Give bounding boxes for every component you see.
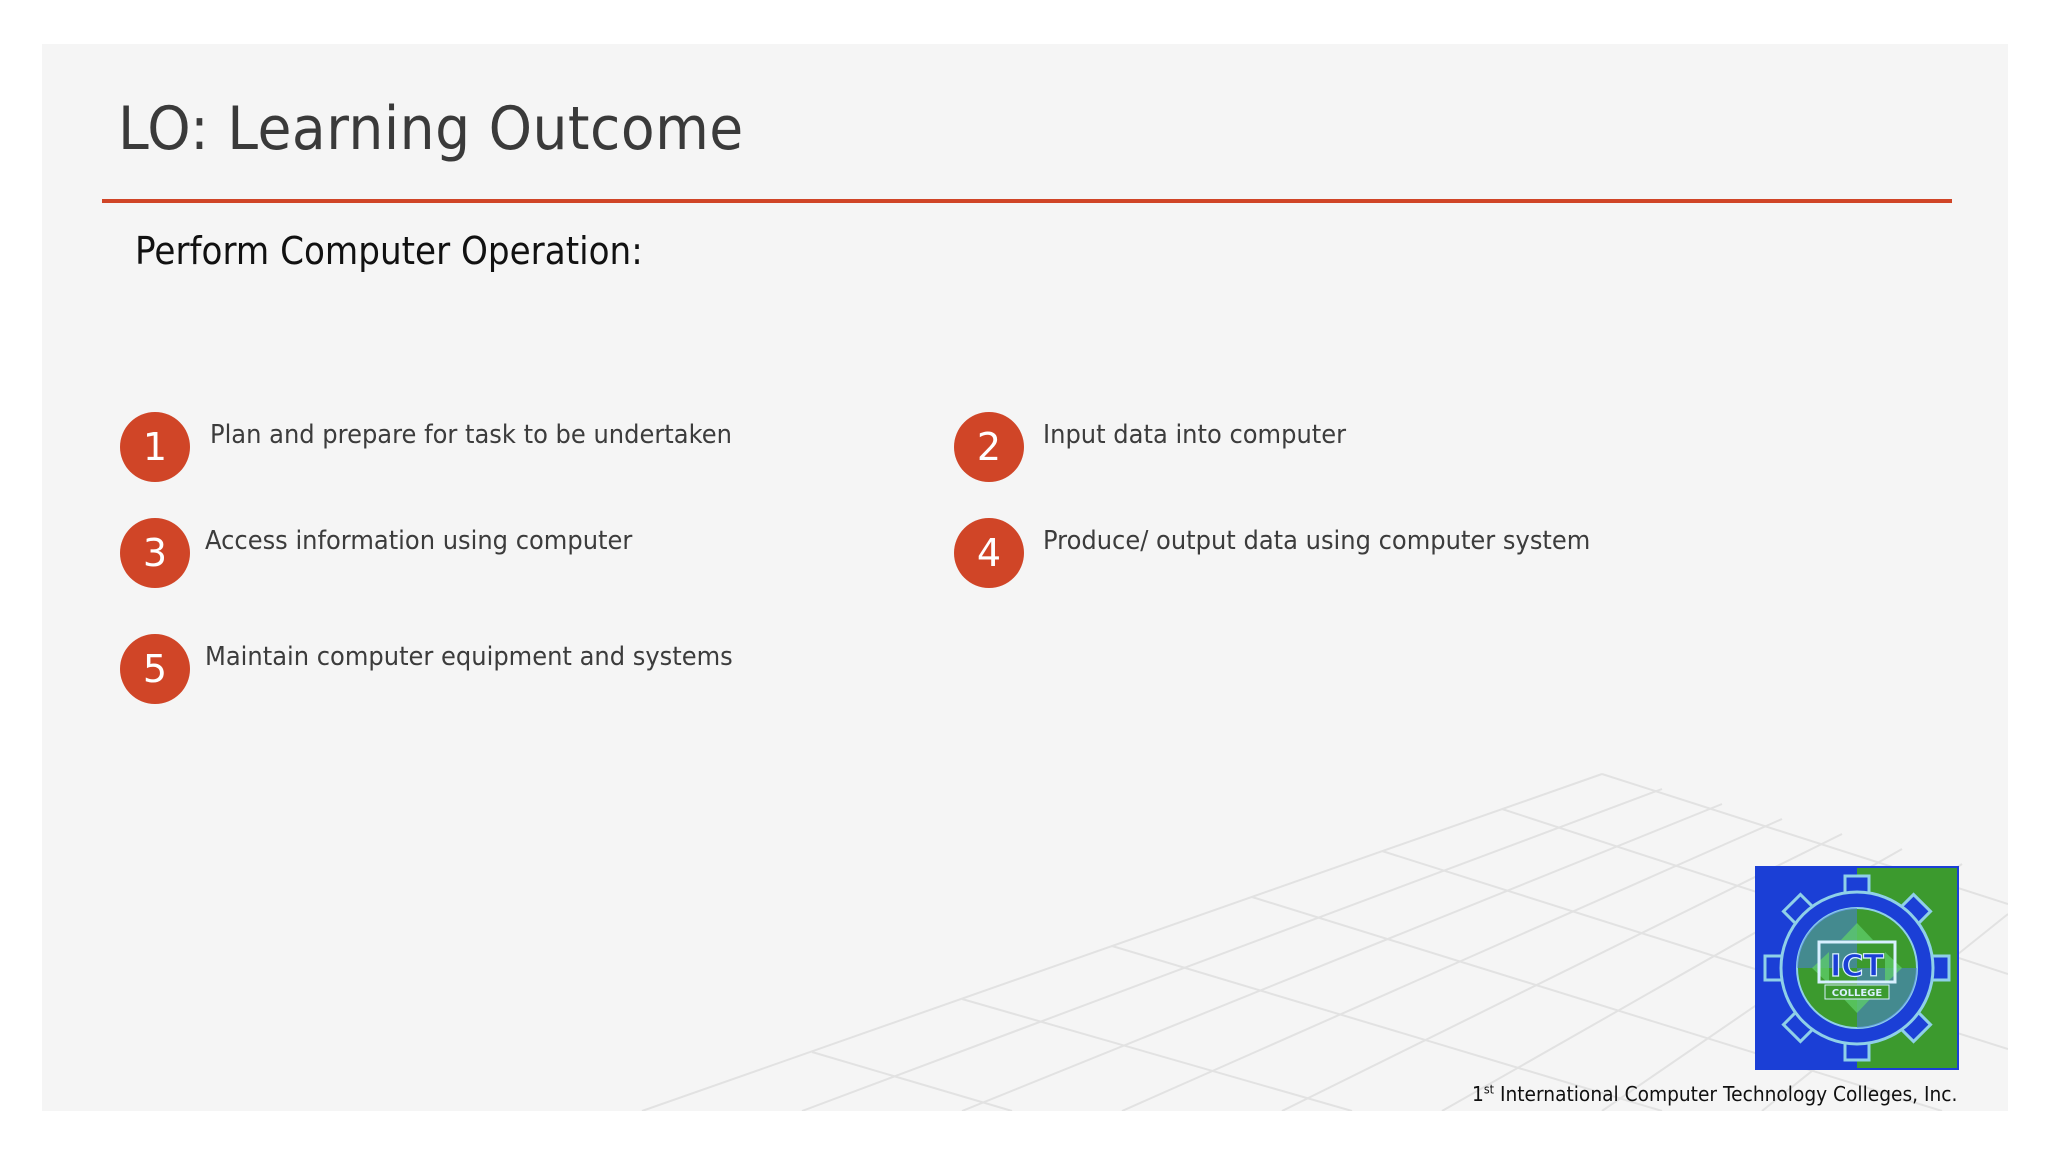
number-badge: 4 <box>954 518 1024 588</box>
number-badge: 3 <box>120 518 190 588</box>
outcome-label: Plan and prepare for task to be undertaken <box>210 420 732 450</box>
number-badge: 2 <box>954 412 1024 482</box>
slide <box>42 44 2008 1111</box>
outcome-label: Maintain computer equipment and systems <box>205 642 733 672</box>
footer-text: International Computer Technology Colleges, Inc. <box>1494 1082 1958 1106</box>
outcome-item-4 <box>954 518 1654 590</box>
outcome-item-2 <box>954 412 1654 484</box>
slide-subtitle: Perform Computer Operation: <box>135 229 643 273</box>
logo-main-text: ICT <box>1830 949 1884 984</box>
outcome-item-1 <box>120 412 732 484</box>
footer-ordinal-number: 1 <box>1472 1082 1484 1106</box>
number-badge: 1 <box>120 412 190 482</box>
ict-college-logo <box>1755 866 1959 1070</box>
footer-ordinal-suffix: st <box>1483 1082 1495 1097</box>
outcome-label: Input data into computer <box>1043 420 1347 450</box>
title-divider <box>102 199 1952 203</box>
outcome-item-5 <box>120 634 733 706</box>
outcome-item-3 <box>120 518 720 590</box>
outcome-label: Access information using computer <box>205 526 633 556</box>
outcome-label: Produce/ output data using computer system <box>1043 526 1591 556</box>
logo-sub-text: COLLEGE <box>1831 988 1883 999</box>
number-badge: 5 <box>120 634 190 704</box>
footer-organization <box>1472 1082 1957 1106</box>
slide-title: LO: Learning Outcome <box>118 94 744 164</box>
ict-college-gear-logo-icon <box>1757 868 1957 1068</box>
